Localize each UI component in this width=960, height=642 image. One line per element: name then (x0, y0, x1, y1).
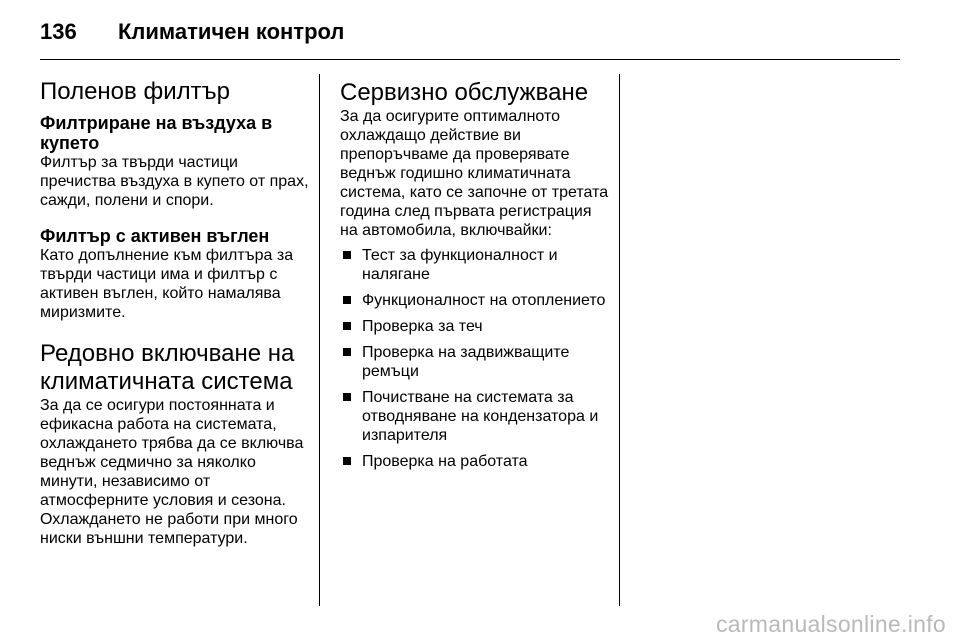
square-bullet-icon (343, 393, 351, 401)
chapter-title: Климатичен контрол (118, 19, 345, 44)
paragraph-air-filtration: Филтър за твърди частици пречиства въздуха в купето от прах, сажди, полени и спори. (40, 154, 309, 209)
paragraph-carbon-filter: Като допълнение към филтъра за твърди частици има и филтър с активен въглен, който намалява миризмите. (40, 247, 294, 321)
column-left (40, 76, 312, 548)
square-bullet-icon (343, 296, 351, 304)
list-item (340, 343, 612, 381)
header-rule (40, 59, 900, 60)
section-title-service: Сервизно обслужване (340, 79, 589, 106)
square-bullet-icon (343, 457, 351, 465)
list-item (340, 452, 612, 471)
square-bullet-icon (343, 322, 351, 330)
section-title-pollen-filter: Поленов филтър (40, 78, 230, 105)
list-item-text: Проверка на задвижващите ремъци (362, 344, 570, 380)
column-divider (319, 74, 320, 606)
list-item (340, 246, 612, 284)
service-checklist (340, 246, 612, 471)
list-item-text: Функционалност на отоплението (362, 292, 606, 309)
subsection-title-air-filtration: Филтриране на въздуха в купето (40, 113, 273, 153)
page-header (40, 14, 344, 50)
list-item-text: Проверка за теч (362, 318, 483, 335)
watermark: carmanualsonline.info (715, 611, 946, 637)
page-number: 136 (40, 19, 77, 44)
square-bullet-icon (343, 251, 351, 259)
list-item-text: Проверка на работата (362, 453, 528, 470)
column-divider (619, 74, 620, 606)
list-item-text: Почистване на системата за отводняване на кондензатора и изпарителя (362, 389, 599, 444)
list-item (340, 291, 612, 310)
list-item (340, 317, 612, 336)
column-middle (340, 76, 612, 478)
subsection-title-carbon-filter: Филтър с активен въглен (40, 226, 270, 246)
square-bullet-icon (343, 348, 351, 356)
section-title-regular-operation: Редовно включване на климатичната система (40, 340, 295, 395)
paragraph-service-intro: За да осигурите оптималното охлаждащо действие ви препоръчваме да проверявате веднъж годишно климатичната система, като се започне от третата година след първата регистрация на автомобила, включвайки: (340, 108, 609, 239)
list-item-text: Тест за функционалност и налягане (362, 247, 558, 283)
list-item (340, 388, 612, 445)
paragraph-regular-operation: За да се осигури постоянната и ефикасна работа на системата, охлаждането трябва да се включва веднъж седмично за няколко минути, независимо от атмосферните условия и сезона. Охлаждането не работи при много ниски външни температури. (40, 397, 304, 547)
